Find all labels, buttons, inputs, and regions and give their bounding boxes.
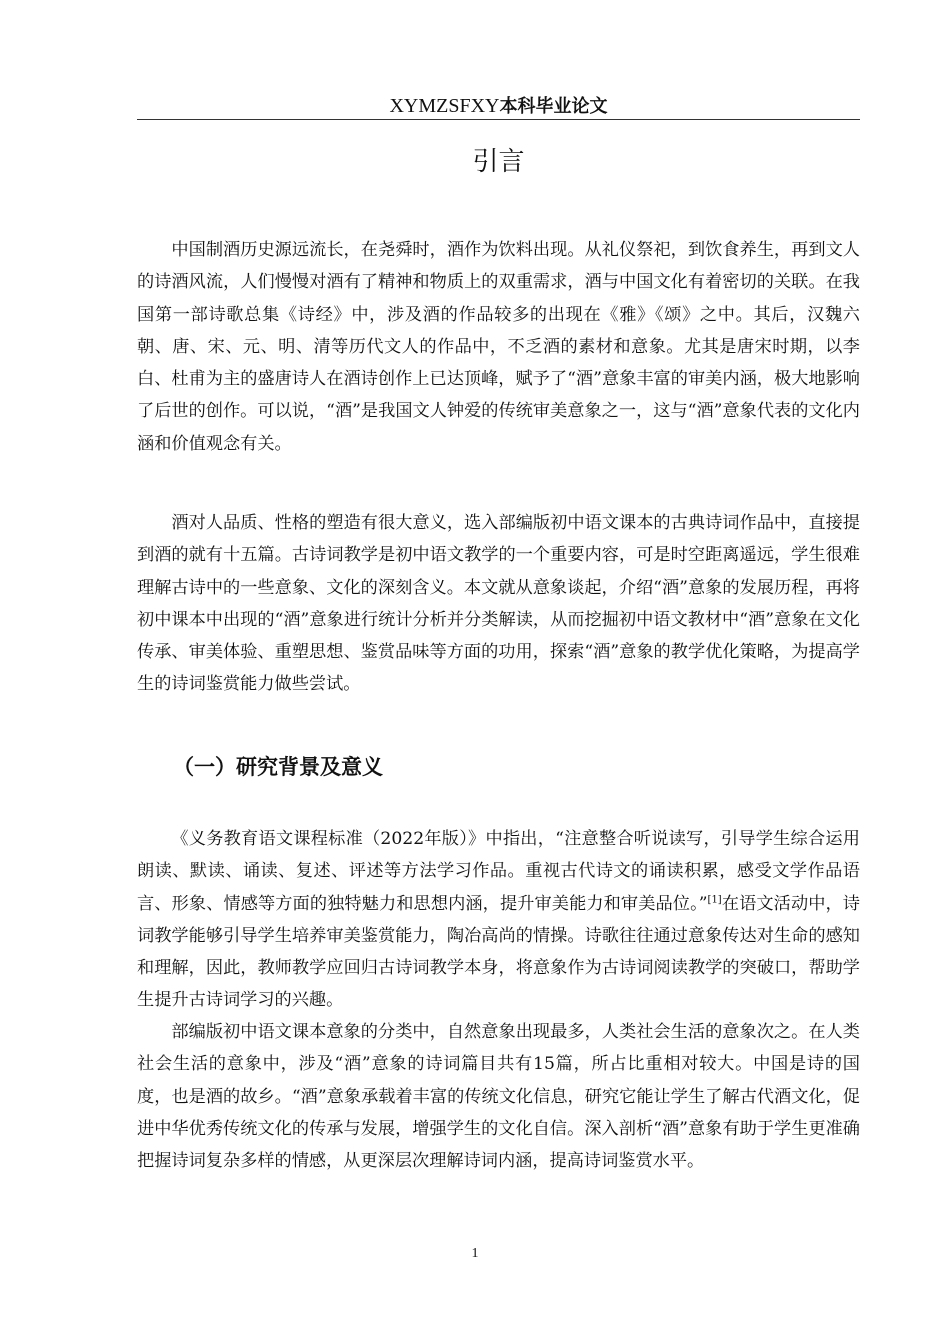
background-paragraph-2: 部编版初中语文课本意象的分类中，自然意象出现最多，人类社会生活的意象次之。在人类社会生活的意象中，涉及“酒”意象的诗词篇目共有15篇，所占比重相对较大。中国是诗的国度，也是酒的故乡。“酒”意象承载着丰富的传统文化信息，研究它能让学生了解古代酒文化，促进中华优秀传统文化的传承与发展，增强学生的文化自信。深入剖析“酒”意象有助于学生更准确把握诗词复杂多样的情感，从更深层次理解诗词内涵，提高诗词鉴赏水平。 xyxy=(137,1022,860,1172)
header-code: XYMZSFXY xyxy=(389,95,500,117)
paragraph-text: 《义务教育语文课程标准（2022年版）》中指出，“注意整合听说读写，引导学生综合运用朗读、默读、诵读、复述、评述等方法学习作品。重视古代诗文的诵读积累，感受文学作品语言、形象、情感等方面的独特魅力和思想内涵，提升审美能力和审美品位。” xyxy=(137,829,860,914)
paragraph-text: 在语文活动中，诗词教学能够引导学生培养审美鉴赏能力，陶冶高尚的情操。诗歌往往通过意象传达对生命的感知和理解，因此，教师教学应回归古诗词教学本身，将意象作为古诗词阅读教学的突破口，帮助学生提升古诗词学习的兴趣。 xyxy=(137,893,860,1011)
running-header xyxy=(137,93,860,120)
section-heading: （一）研究背景及意义 xyxy=(173,755,383,779)
intro-paragraph-2: 酒对人品质、性格的塑造有很大意义，选入部编版初中语文课本的古典诗词作品中，直接提到酒的就有十五篇。古诗词教学是初中语文教学的一个重要内容，可是时空距离遥远，学生很难理解古诗中的一些意象、文化的深刻含义。本文就从意象谈起，介绍“酒”意象的发展历程，再将初中课本中出现的“酒”意象进行统计分析并分类解读，从而挖掘初中语文教材中“酒”意象在文化传承、审美体验、重塑思想、鉴赏品味等方面的功用，探索“酒”意象的教学优化策略，为提高学生的诗词鉴赏能力做些尝试。 xyxy=(137,513,860,695)
header-subtitle: 本科毕业论文 xyxy=(499,96,608,117)
intro-paragraph-1: 中国制酒历史源远流长，在尧舜时，酒作为饮料出现。从礼仪祭祀，到饮食养生，再到文人的诗酒风流，人们慢慢对酒有了精神和物质上的双重需求，酒与中国文化有着密切的关联。在我国第一部诗歌总集《诗经》中，涉及酒的作品较多的出现在《雅》《颂》之中。其后，汉魏六朝、唐、宋、元、明、清等历代文人的作品中，不乏酒的素材和意象。尤其是唐宋时期，以李白、杜甫为主的盛唐诗人在酒诗创作上已达顶峰，赋予了“酒”意象丰富的审美内涵，极大地影响了后世的创作。可以说，“酒”是我国文人钟爱的传统审美意象之一，这与“酒”意象代表的文化内涵和价值观念有关。 xyxy=(137,240,860,454)
page-title: 引言 xyxy=(472,147,525,177)
page-number: 1 xyxy=(471,1246,479,1261)
citation-ref: [1] xyxy=(707,893,722,905)
background-paragraph-1 xyxy=(137,823,860,1017)
